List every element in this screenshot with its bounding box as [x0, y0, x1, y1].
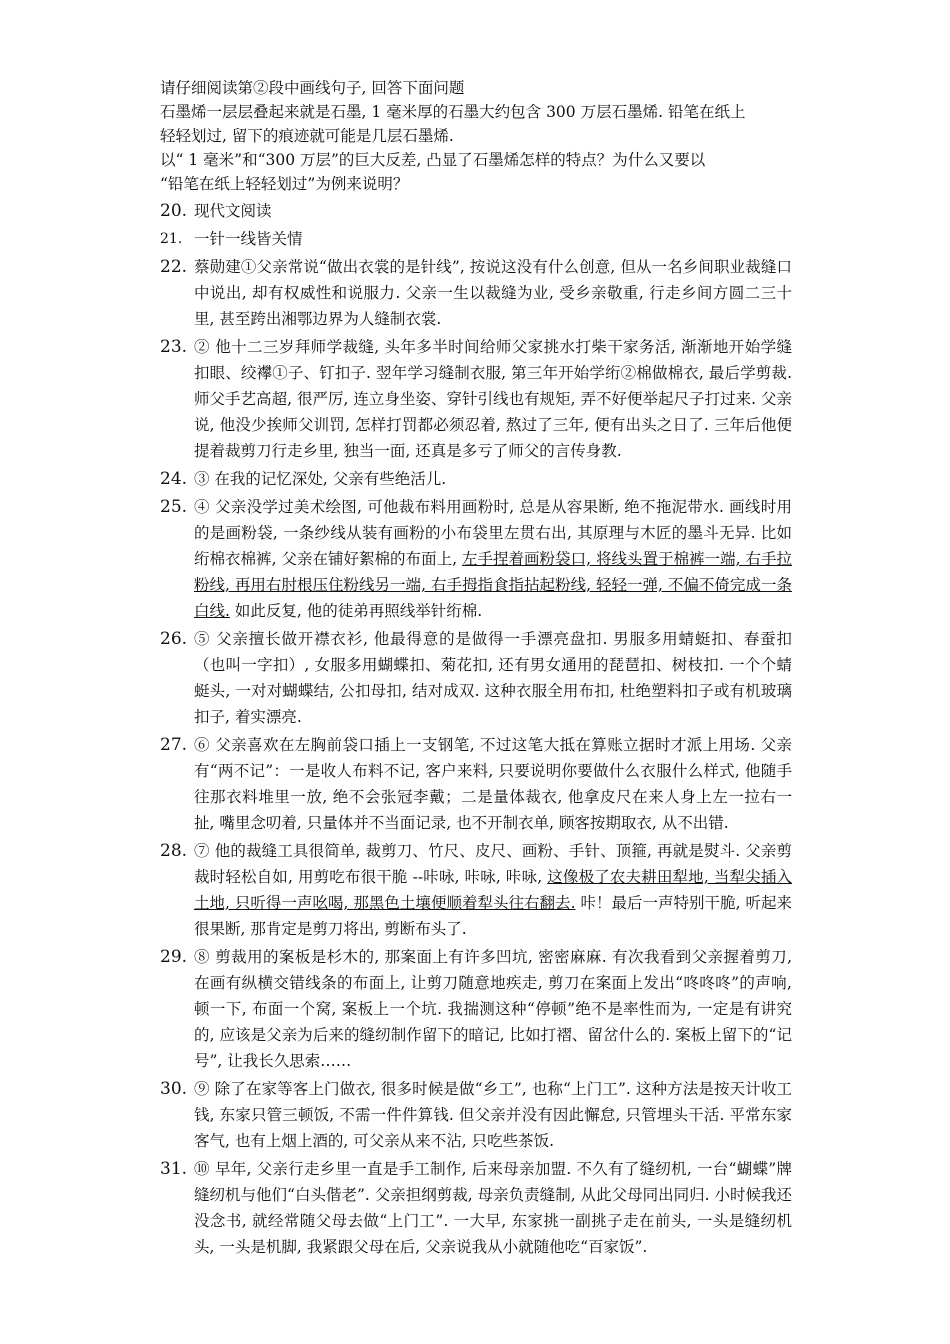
- list-item: [160, 626, 792, 730]
- item-number: 20.: [160, 201, 188, 221]
- paragraph-5: ⑤ 父亲擅长做开襟衣衫, 他最得意的是做得一手漂亮盘扣. 男服多用蜻蜓扣、春蚕扣（也叫一字扣）, 女服多用蝴蝶扣、菊花扣, 还有男女通用的琵琶扣、树枝扣. 一个个蜻蜓头, 一对对蝴蝶结, 公扣母扣, 结对成双. 这种衣服全用布扣, 杜绝塑料扣子或有机玻璃扣子, 着实漂亮.: [194, 630, 792, 726]
- paragraph-4: [194, 494, 792, 624]
- document-page: [160, 76, 792, 1260]
- item-number: 24.: [160, 469, 188, 489]
- list-item: [160, 1156, 792, 1260]
- item-text: 一针一线皆关情: [194, 230, 303, 248]
- paragraph-text: 咔！最后一声特别干脆, 听起来很果断, 那肯定是剪刀将出, 剪断布头了.: [194, 894, 792, 938]
- paragraph-10: ⑩ 早年, 父亲行走乡里一直是手工制作, 后来母亲加盟. 不久有了缝纫机, 一台“蝴蝶”牌缝纫机与他们“白头偕老”. 父亲担纲剪裁, 母亲负责缝制, 从此父母同出同归. 小时候我还没念书, 就经常随父母去做“上门工”. 一大早, 东家挑一副挑子走在前头, 一头是缝纫机头, 一头是机脚, 我紧跟父母在后, 父亲说我从小就随他吃“百家饭”.: [194, 1160, 792, 1256]
- item-number: 29.: [160, 947, 188, 967]
- paragraph-1: 蔡勋建①父亲常说“做出衣裳的是针线”, 按说这没有什么创意, 但从一名乡间职业裁缝口中说出, 却有权威性和说服力. 父亲一生以裁缝为业, 受乡亲敬重, 行走乡间方圆二三十里, 甚至跨出湘鄂边界为人缝制衣裳.: [194, 258, 792, 328]
- item-number: 30.: [160, 1079, 188, 1099]
- item-number: 31.: [160, 1159, 188, 1179]
- item-number: 23.: [160, 337, 188, 357]
- list-item: [160, 838, 792, 942]
- paragraph-9: ⑨ 除了在家等客上门做衣, 很多时候是做“乡工”, 也称“上门工”. 这种方法是按天计收工钱, 东家只管三顿饭, 不需一件件算钱. 但父亲并没有因此懈怠, 只管埋头干活. 平常东家客气, 也有上烟上酒的, 可父亲从来不沾, 只吃些茶饭.: [194, 1080, 792, 1150]
- quoted-sentence-line-1: 石墨烯一层层叠起来就是石墨, 1 毫米厚的石墨大约包含 300 万层石墨烯. 铅笔在纸上: [160, 103, 746, 121]
- paragraph-text: 如此反复, 他的徒弟再照线举针绗棉.: [229, 602, 483, 620]
- question-line-2: “铅笔在纸上轻轻划过”为例来说明？: [160, 175, 409, 193]
- list-item: [160, 226, 792, 252]
- list-item: [160, 732, 792, 836]
- item-number: 21.: [160, 231, 183, 247]
- item-number: 25.: [160, 497, 188, 517]
- list-item: [160, 494, 792, 624]
- item-text: 现代文阅读: [194, 202, 272, 220]
- paragraph-2: ② 他十二三岁拜师学裁缝, 头年多半时间给师父家挑水打柴干家务活, 渐渐地开始学缝扣眼、绞襻①子、钉扣子. 翌年学习缝制衣服, 第三年开始学绗②棉做棉衣, 最后学剪裁. 师父手艺高超, 很严厉, 连立身坐姿、穿针引线也有规矩, 弄不好便举起尺子打过来. 父亲说, 他没少挨师父训罚, 怎样打罚都必须忍着, 熬过了三年, 便有出头之日了. 三年后他便提着裁剪刀行走乡里, 独当一面, 还真是多亏了师父的言传身教.: [194, 338, 792, 460]
- list-item: [160, 944, 792, 1074]
- list-item: [160, 198, 792, 224]
- item-number: 27.: [160, 735, 188, 755]
- question-instruction: 请仔细阅读第②段中画线句子, 回答下面问题: [160, 79, 465, 97]
- item-number: 26.: [160, 629, 188, 649]
- paragraph-text: ⑦ 他的裁缝工具很简单, 裁剪刀、竹尺、皮尺、画粉、手针、顶箍, 再就是熨斗. 父亲剪裁时轻松自如, 用剪吃布很干脆 --咔咏, 咔咏, 咔咏,: [194, 842, 792, 886]
- paragraph-8: ⑧ 剪裁用的案板是杉木的, 那案面上有许多凹坑, 密密麻麻. 有次我看到父亲握着剪刀, 在画有纵横交错线条的布面上, 让剪刀随意地疾走, 剪刀在案面上发出“咚咚咚”的声响, 顿一下, 布面一个窝, 案板上一个坑. 我揣测这种“停顿”绝不是率性而为, 一定是有讲究的, 应该是父亲为后来的缝纫制作留下的暗记, 比如打褶、留岔什么的. 案板上留下的“记号”, 让我长久思索……: [194, 948, 792, 1070]
- item-number: 22.: [160, 257, 188, 277]
- paragraph-text: ④ 父亲没学过美术绘图, 可他裁布料用画粉时, 总是从容果断, 绝不拖泥带水. 画线时用的是画粉袋, 一条纱线从装有画粉的小布袋里左贯右出, 其原理与木匠的墨斗无异. 比如绗棉衣棉裤, 父亲在铺好絮棉的布面上,: [194, 498, 792, 568]
- underlined-sentence: 左手捏着画粉袋口, 将线头置于棉裤一端, 右手拉粉线, 再用右肘根压住粉线另一端, 右手拇指食指拈起粉线, 轻轻一弹, 不偏不倚完成一条白线.: [194, 550, 792, 620]
- paragraph-6: ⑥ 父亲喜欢在左胸前袋口插上一支钢笔, 不过这笔大抵在算账立据时才派上用场. 父亲有“两不记”：一是收人布料不记, 客户来料, 只要说明你要做什么衣服什么样式, 他随手往那衣料堆里一放, 绝不会张冠李戴；二是量体裁衣, 他拿皮尺在来人身上左一拉右一扯, 嘴里念叨着, 只量体并不当面记录, 也不开制衣单, 顾客按期取衣, 从不出错.: [194, 736, 792, 832]
- quoted-sentence-line-2: 轻轻划过, 留下的痕迹就可能是几层石墨烯.: [160, 127, 454, 145]
- list-item: [160, 466, 792, 492]
- underlined-sentence: 这像极了农夫耕田犁地, 当犁尖插入土地, 只听得一声吆喝, 那黑色土壤便顺着犁头往右翻去.: [194, 868, 792, 912]
- list-item: [160, 1076, 792, 1154]
- paragraph-3: ③ 在我的记忆深处, 父亲有些绝活儿.: [194, 470, 447, 488]
- paragraph-7: [194, 838, 792, 942]
- question-line-1: 以“ 1 毫米”和“300 万层”的巨大反差, 凸显了石墨烯怎样的特点？为什么又要以: [160, 151, 706, 169]
- list-item: [160, 334, 792, 464]
- item-number: 28.: [160, 841, 188, 861]
- list-item: [160, 254, 792, 332]
